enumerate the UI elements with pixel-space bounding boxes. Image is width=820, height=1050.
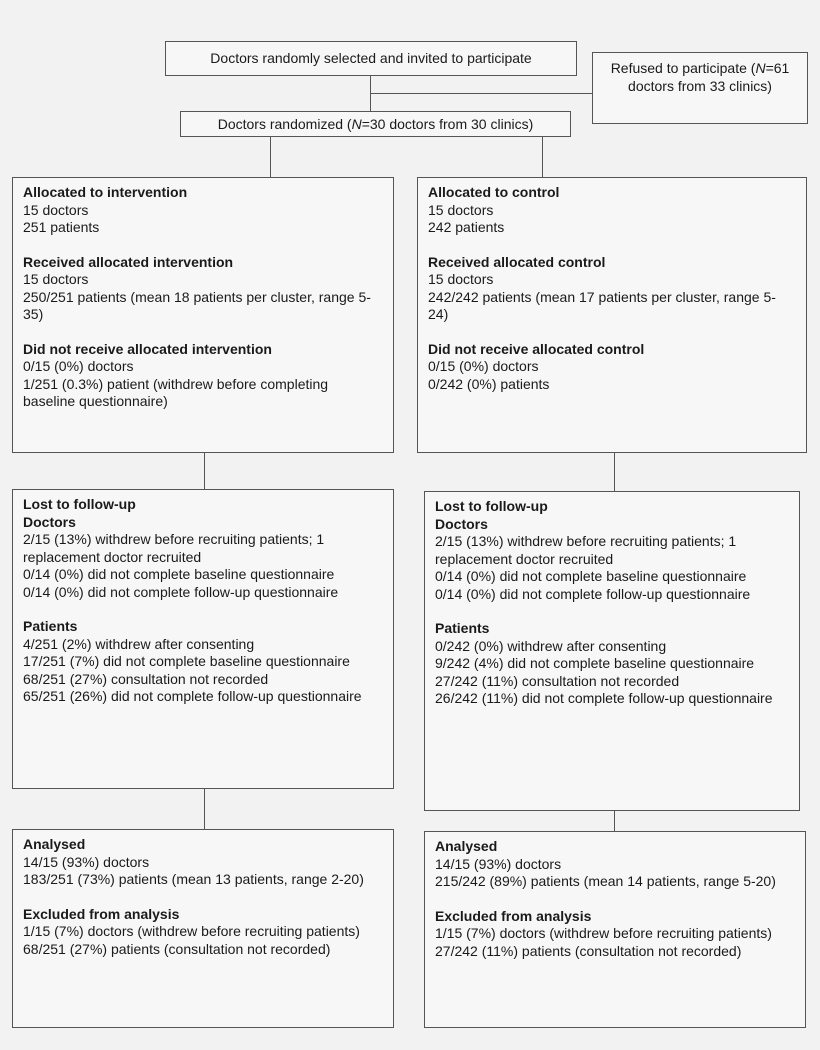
section-heading: Analysed <box>23 836 86 852</box>
randomized-n: N <box>351 116 362 132</box>
section-line: 0/242 (0%) patients <box>428 375 550 392</box>
section-gap <box>435 891 795 908</box>
section-line: 1/15 (7%) doctors (withdrew before recruiting patients) <box>23 923 360 939</box>
section-line: 27/242 (11%) patients (consultation not recorded) <box>435 942 742 959</box>
intervention-allocation-box <box>12 177 394 453</box>
section-heading: Patients <box>435 620 490 636</box>
refused-text-post: =61 doctors from 33 clinics) <box>628 60 790 94</box>
section-heading: Received allocated control <box>428 253 606 270</box>
connector-intervention-alloc-followup <box>204 452 205 490</box>
section-line: 27/242 (11%) consultation not recorded <box>435 672 680 689</box>
section-line: 2/15 (13%) withdrew before recruiting patients; 1 replacement doctor recruited <box>435 533 737 567</box>
intervention-analysis-box <box>12 829 394 1028</box>
section-gap <box>428 237 796 254</box>
intervention-followup-box <box>12 489 394 789</box>
section-heading: Did not receive allocated intervention <box>23 340 272 357</box>
section-gap <box>428 324 796 341</box>
section-heading: Doctors <box>435 515 488 532</box>
section-line: 15 doctors <box>428 271 494 287</box>
refused-box <box>592 52 808 124</box>
section-line: 251 patients <box>23 219 100 235</box>
section-line: 0/14 (0%) did not complete follow-up questionnaire <box>23 583 339 600</box>
section-heading: Lost to follow-up <box>435 498 548 514</box>
section-gap <box>23 601 383 618</box>
section-line: 0/14 (0%) did not complete follow-up questionnaire <box>435 585 751 602</box>
section-line: 0/14 (0%) did not complete baseline questionnaire <box>435 568 747 584</box>
section-line: 17/251 (7%) did not complete baseline questionnaire <box>23 653 350 669</box>
connector-invited-randomized <box>370 76 371 112</box>
connector-control-followup-analysis <box>614 810 615 832</box>
section-line: 242 patients <box>428 219 505 235</box>
section-heading: Allocated to control <box>428 184 560 200</box>
section-line: 1/251 (0.3%) patient (withdrew before completing baseline questionnaire) <box>23 375 329 409</box>
section-line: 15 doctors <box>23 271 89 287</box>
refused-n: N <box>755 60 766 76</box>
section-line: 4/251 (2%) withdrew after consenting <box>23 635 255 652</box>
connector-control-alloc-followup <box>614 452 615 492</box>
section-line: 65/251 (26%) did not complete follow-up questionnaire <box>23 688 362 704</box>
section-line: 0/242 (0%) withdrew after consenting <box>435 637 667 654</box>
section-gap <box>23 237 383 254</box>
section-line: 183/251 (73%) patients (mean 13 patients, range 2-20) <box>23 871 364 887</box>
section-line: 242/242 patients (mean 17 patients per cluster, range 5-24) <box>428 288 776 322</box>
section-gap <box>435 603 789 620</box>
section-heading: Lost to follow-up <box>23 496 136 512</box>
section-line: 2/15 (13%) withdrew before recruiting patients; 1 replacement doctor recruited <box>23 531 325 565</box>
section-line: 68/251 (27%) patients (consultation not recorded) <box>23 940 331 957</box>
section-line: 14/15 (93%) doctors <box>23 853 150 870</box>
section-heading: Analysed <box>435 838 498 854</box>
section-line: 9/242 (4%) did not complete baseline questionnaire <box>435 655 755 671</box>
section-heading: Patients <box>23 618 78 634</box>
section-heading: Did not receive allocated control <box>428 340 645 357</box>
control-followup-box <box>424 491 800 811</box>
section-line: 0/15 (0%) doctors <box>23 358 134 374</box>
section-heading: Doctors <box>23 513 76 530</box>
connector-randomized-right <box>542 136 543 178</box>
section-line: 250/251 patients (mean 18 patients per cluster, range 5-35) <box>23 288 371 322</box>
section-line: 14/15 (93%) doctors <box>435 855 562 872</box>
randomized-text-pre: Doctors randomized ( <box>217 116 352 132</box>
section-line: 0/14 (0%) did not complete baseline questionnaire <box>23 566 335 582</box>
invited-box <box>165 41 577 76</box>
connector-intervention-followup-analysis <box>204 788 205 830</box>
section-heading: Excluded from analysis <box>23 905 180 922</box>
connector-randomized-left <box>270 136 271 178</box>
section-line: 15 doctors <box>428 201 494 218</box>
control-analysis-box <box>424 831 806 1028</box>
section-line: 0/15 (0%) doctors <box>428 358 539 374</box>
refused-text-pre: Refused to participate ( <box>610 60 756 76</box>
randomized-text-post: =30 doctors from 30 clinics) <box>361 116 534 132</box>
connector-to-refused <box>370 93 592 94</box>
section-gap <box>23 324 383 341</box>
invited-text: Doctors randomly selected and invited to participate <box>210 50 532 66</box>
section-heading: Excluded from analysis <box>435 907 592 924</box>
section-heading: Received allocated intervention <box>23 253 234 270</box>
section-line: 68/251 (27%) consultation not recorded <box>23 670 269 687</box>
section-heading: Allocated to intervention <box>23 184 188 200</box>
section-line: 1/15 (7%) doctors (withdrew before recruiting patients) <box>435 925 772 941</box>
section-gap <box>23 889 383 906</box>
section-line: 15 doctors <box>23 201 89 218</box>
control-allocation-box <box>417 177 807 453</box>
section-line: 215/242 (89%) patients (mean 14 patients, range 5-20) <box>435 873 776 889</box>
section-line: 26/242 (11%) did not complete follow-up questionnaire <box>435 690 773 706</box>
randomized-box <box>180 111 571 137</box>
